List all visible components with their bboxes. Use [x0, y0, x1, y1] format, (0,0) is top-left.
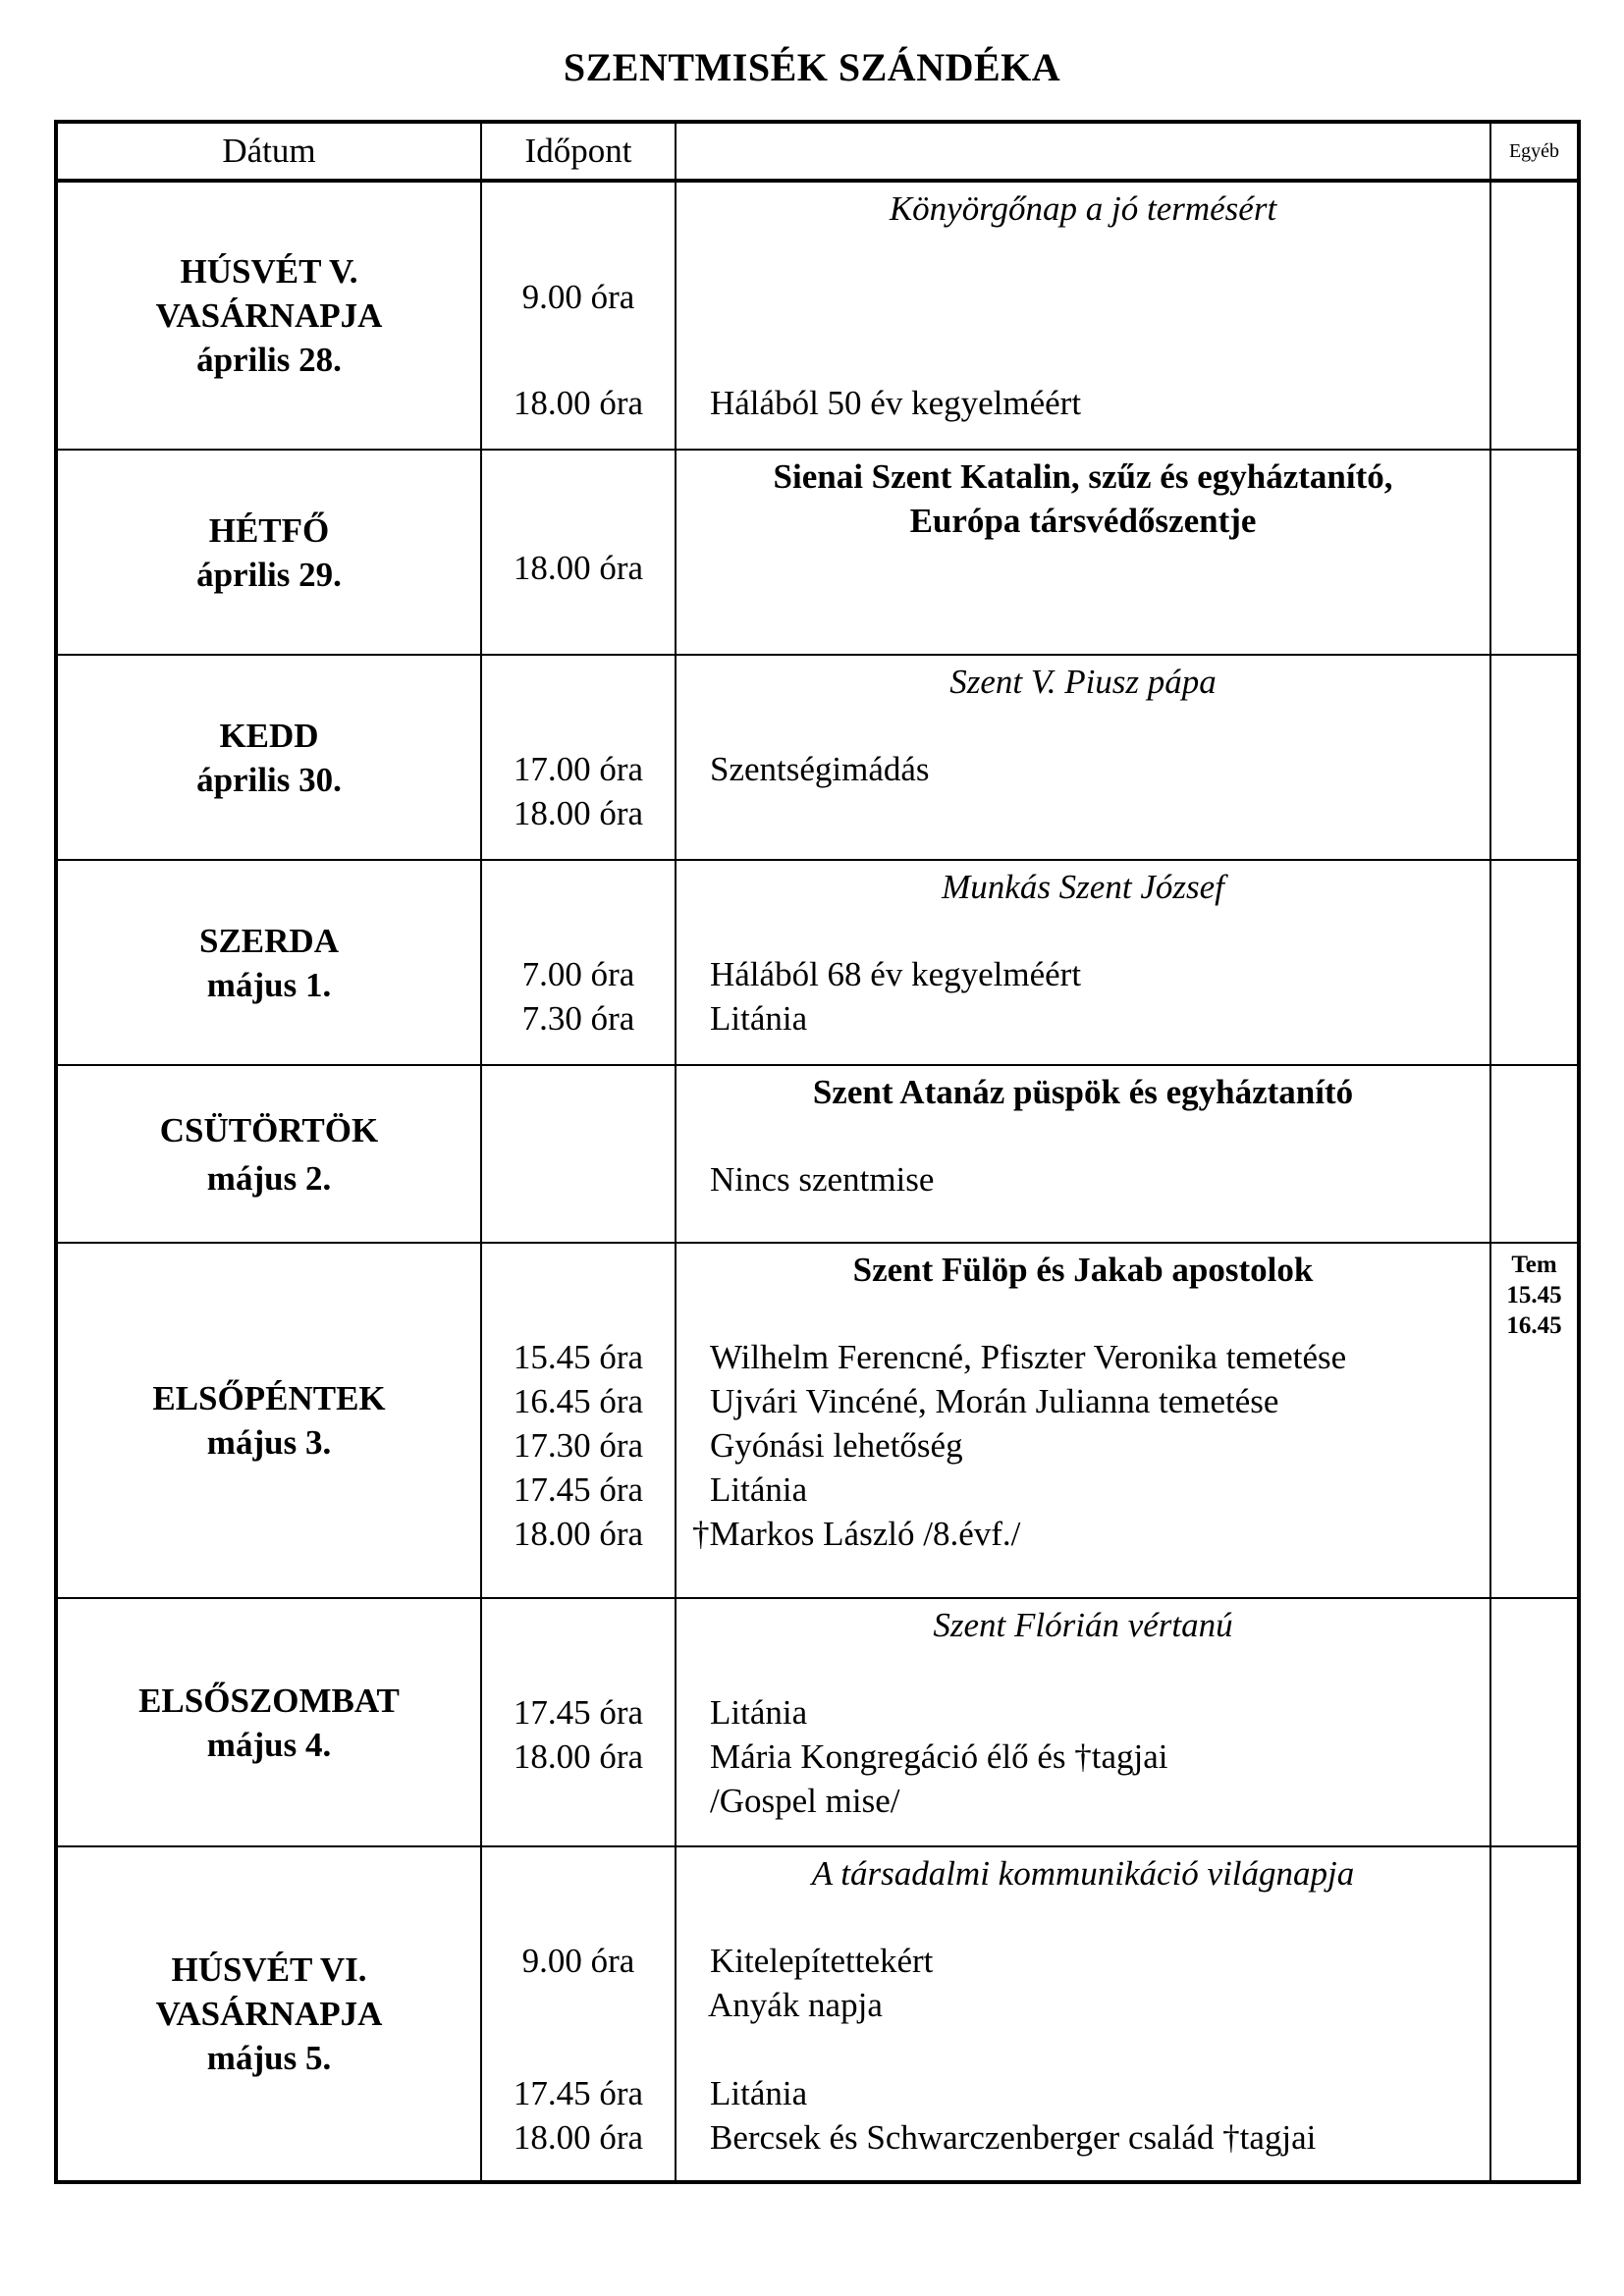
time-value — [482, 319, 675, 381]
time-value: 18.00 óra — [513, 384, 644, 422]
feast-name: Sienai Szent Katalin, szűz és egyháztanító, — [773, 457, 1393, 496]
time-value: 18.00 óra — [513, 2118, 644, 2157]
description-cell — [676, 1846, 1490, 2182]
time-cell — [481, 450, 676, 655]
feast-name: Szent Fülöp és Jakab apostolok — [852, 1251, 1314, 1289]
mass-intention: Hálából 50 év kegyelméért — [710, 384, 1082, 422]
time-value — [482, 187, 675, 231]
table-row — [56, 1065, 1579, 1243]
other-cell — [1490, 1598, 1579, 1846]
time-value: 16.45 óra — [513, 1382, 644, 1420]
day-name: ELSŐSZOMBAT — [138, 1681, 400, 1720]
other-cell — [1490, 450, 1579, 655]
header-time: Időpont — [481, 122, 676, 181]
time-cell — [481, 1243, 676, 1598]
other-cell — [1490, 1243, 1579, 1598]
time-value: 17.45 óra — [513, 2074, 644, 2112]
day-name: HÚSVÉT VI. — [171, 1950, 367, 1989]
time-value: 17.30 óra — [513, 1426, 644, 1465]
date-value: május 3. — [206, 1423, 332, 1462]
date-cell — [56, 1598, 481, 1846]
time-cell — [481, 1598, 676, 1846]
table-row — [56, 860, 1579, 1065]
time-value: 7.00 óra — [521, 955, 635, 993]
table-row — [56, 1243, 1579, 1598]
date-cell — [56, 1243, 481, 1598]
day-name: HÉTFŐ — [208, 510, 330, 550]
time-value: 7.30 óra — [521, 999, 635, 1038]
mass-schedule-table — [54, 120, 1581, 2184]
other-cell — [1490, 860, 1579, 1065]
mass-intention: Litánia — [710, 1470, 808, 1509]
time-value — [482, 865, 675, 909]
time-value — [482, 660, 675, 704]
mass-intention: †Markos László /8.évf./ — [692, 1515, 1021, 1553]
table-row — [56, 655, 1579, 860]
day-name: HÚSVÉT V. — [180, 252, 358, 291]
time-value: 18.00 óra — [513, 549, 644, 587]
date-value: május 4. — [206, 1725, 332, 1764]
description-cell — [676, 181, 1490, 450]
feast-name: Szent Flórián vértanú — [933, 1606, 1233, 1644]
mass-intention: Kitelepítettekért — [710, 1942, 934, 1980]
time-cell — [481, 1846, 676, 2182]
time-value — [482, 231, 675, 275]
day-name: ELSŐPÉNTEK — [152, 1379, 386, 1417]
other-cell — [1490, 1065, 1579, 1243]
date-cell — [56, 450, 481, 655]
page-title: SZENTMISÉK SZÁNDÉKA — [563, 45, 1061, 89]
time-value: 17.45 óra — [513, 1470, 644, 1509]
table-row — [56, 1598, 1579, 1846]
feast-name: Munkás Szent József — [942, 868, 1224, 906]
time-cell — [481, 860, 676, 1065]
header-other: Egyéb — [1490, 122, 1579, 181]
description-cell — [676, 1065, 1490, 1243]
mass-intention: Ujvári Vincéné, Morán Julianna temetése — [710, 1382, 1279, 1420]
description-cell — [676, 450, 1490, 655]
time-value: 9.00 óra — [521, 1942, 635, 1980]
day-name-2: VASÁRNAPJA — [155, 1995, 383, 2033]
header-row — [56, 122, 1579, 181]
time-value — [482, 1983, 675, 2027]
date-value: május 1. — [206, 965, 332, 1004]
date-cell — [56, 860, 481, 1065]
time-cell — [481, 181, 676, 450]
other-cell — [1490, 655, 1579, 860]
other-note: 15.45 — [1506, 1282, 1562, 1308]
time-value — [482, 1851, 675, 1896]
other-note: 16.45 — [1506, 1312, 1562, 1339]
time-value: 18.00 óra — [513, 1737, 644, 1776]
time-value — [482, 454, 675, 499]
day-name: CSÜTÖRTÖK — [159, 1110, 379, 1149]
mass-intention: Anyák napja — [708, 1986, 883, 2024]
feast-name: Szent V. Piusz pápa — [949, 663, 1217, 701]
other-note: Tem — [1511, 1252, 1557, 1278]
description-cell — [676, 1243, 1490, 1598]
description-cell — [676, 655, 1490, 860]
date-cell — [56, 1846, 481, 2182]
time-value — [482, 1603, 675, 1647]
date-value: május 2. — [206, 1158, 332, 1198]
table-row — [56, 181, 1579, 450]
day-name: SZERDA — [199, 921, 339, 960]
mass-intention: Szentségimádás — [710, 750, 930, 788]
time-value — [482, 2027, 675, 2071]
time-value: 18.00 óra — [513, 794, 644, 832]
mass-intention: Litánia — [710, 999, 808, 1038]
time-value: 17.45 óra — [513, 1693, 644, 1732]
table-row — [56, 1846, 1579, 2182]
header-date: Dátum — [56, 122, 481, 181]
mass-intention: Nincs szentmise — [710, 1160, 935, 1199]
time-value: 9.00 óra — [521, 278, 635, 316]
date-cell — [56, 655, 481, 860]
other-cell — [1490, 1846, 1579, 2182]
description-cell — [676, 1598, 1490, 1846]
time-cell — [481, 655, 676, 860]
feast-name: A társadalmi kommunikáció világnapja — [811, 1854, 1355, 1893]
description-cell — [676, 860, 1490, 1065]
date-cell — [56, 181, 481, 450]
day-name-2: VASÁRNAPJA — [155, 296, 383, 335]
date-value: április 28. — [196, 341, 342, 379]
mass-intention: Gyónási lehetőség — [710, 1426, 963, 1465]
other-cell — [1490, 181, 1579, 450]
day-name: KEDD — [219, 716, 319, 755]
feast-name: Szent Atanáz püspök és egyháztanító — [812, 1073, 1354, 1111]
mass-intention: /Gospel mise/ — [710, 1782, 900, 1820]
time-value — [482, 1248, 675, 1292]
mass-intention: Wilhelm Ferencné, Pfiszter Veronika temetése — [710, 1338, 1347, 1376]
header-description — [676, 122, 1490, 181]
time-value: 15.45 óra — [513, 1338, 644, 1376]
time-cell — [481, 1065, 676, 1243]
time-value: 17.00 óra — [513, 750, 644, 788]
mass-intention: Litánia — [710, 1693, 808, 1732]
feast-name-line-2: Európa társvédőszentje — [909, 502, 1257, 540]
mass-intention: Hálából 68 év kegyelméért — [710, 955, 1082, 993]
date-cell — [56, 1065, 481, 1243]
feast-name: Könyörgőnap a jó termésért — [889, 189, 1277, 228]
date-value: április 29. — [196, 555, 342, 594]
date-value: május 5. — [206, 2039, 332, 2077]
time-value: 18.00 óra — [513, 1515, 644, 1553]
table-row — [56, 450, 1579, 655]
time-value — [482, 499, 675, 536]
mass-intention: Bercsek és Schwarczenberger család †tagjai — [710, 2118, 1317, 2157]
date-value: április 30. — [196, 760, 342, 799]
mass-intention: Litánia — [710, 2074, 808, 2112]
mass-intention: Mária Kongregáció élő és †tagjai — [710, 1737, 1168, 1776]
